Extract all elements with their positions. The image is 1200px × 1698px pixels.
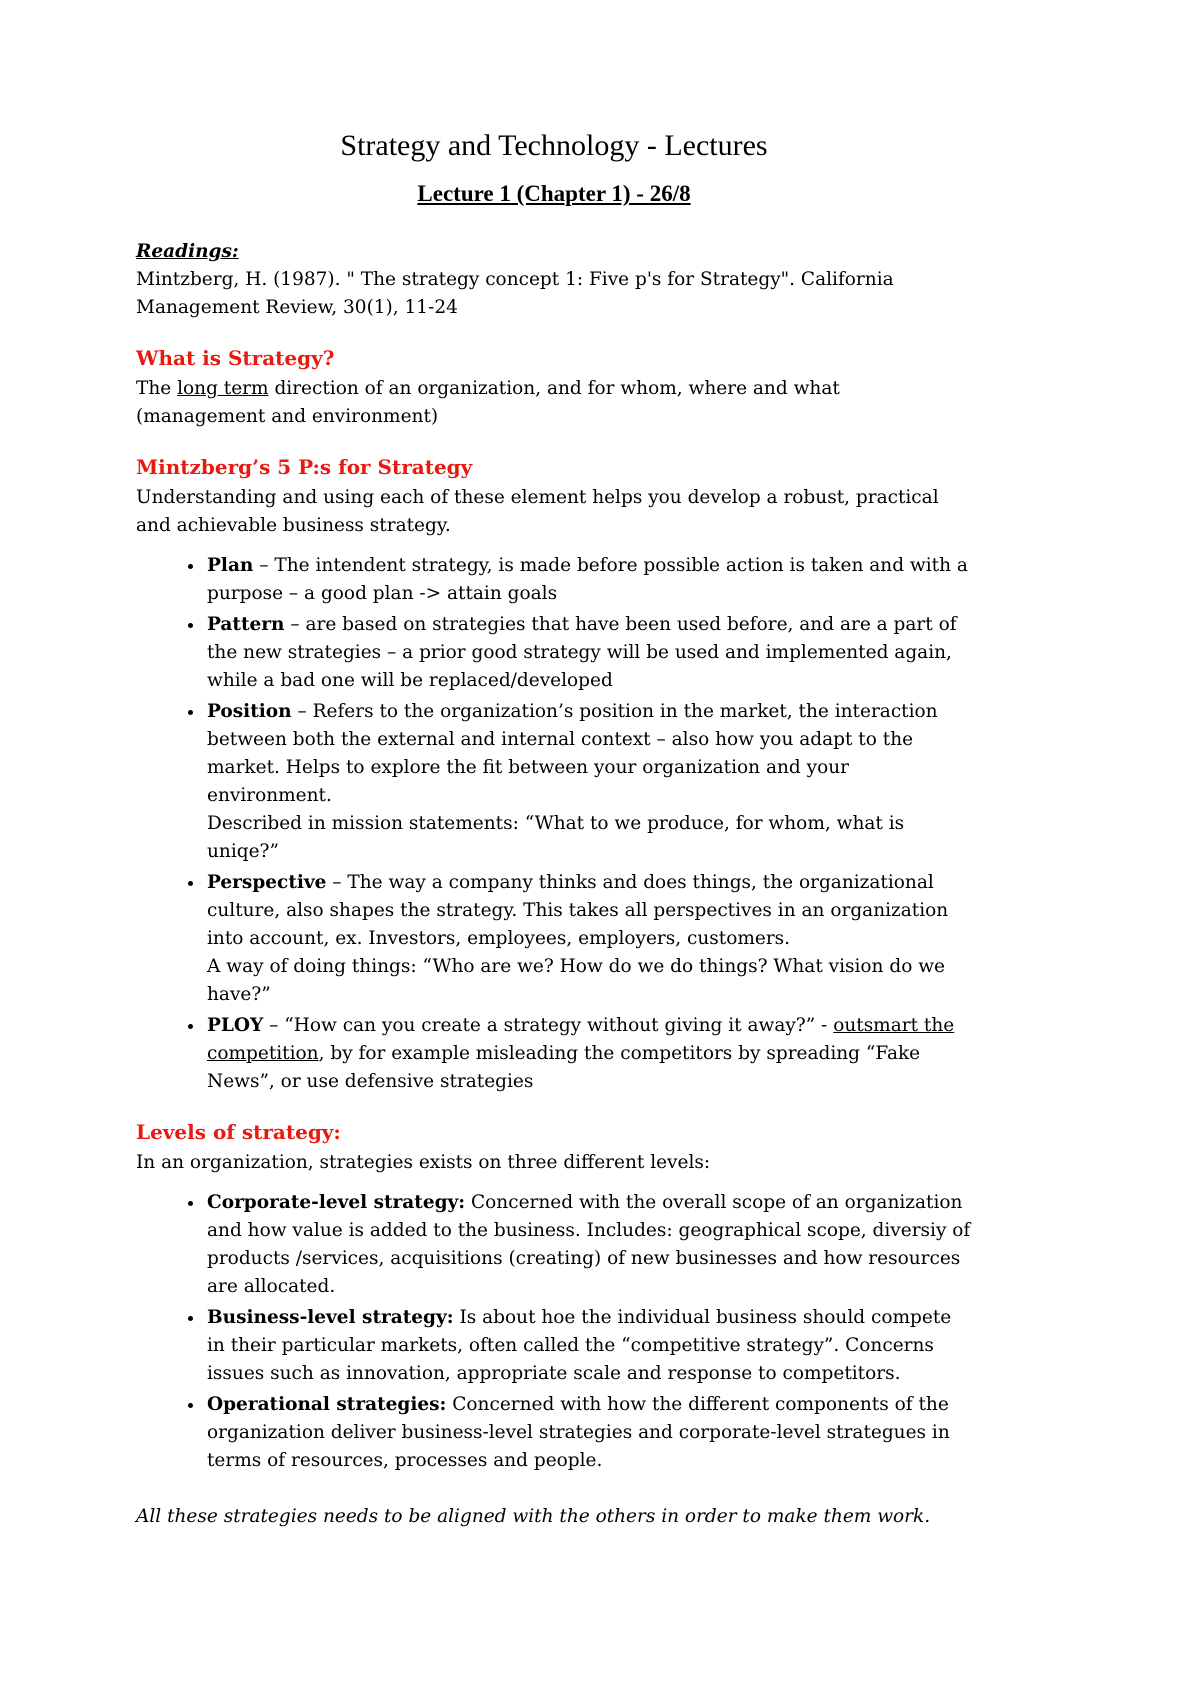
- lecture-subtitle: [136, 180, 972, 208]
- readings-citation: Mintzberg, H. (1987). " The strategy concept 1: Five p's for Strategy". California Management Review, 30(1), 11-24: [136, 268, 894, 318]
- bullet-plan-lead: Plan: [207, 554, 254, 576]
- bullet-position-lead: Position: [207, 700, 292, 722]
- bullet-position-text: – Refers to the organization’s position in the market, the interaction between both the external and internal context – also how you adapt to the market. Helps to explore the fit between your organization and your environment.: [207, 700, 938, 806]
- bullet-corporate-level: [205, 1189, 972, 1301]
- bullet-perspective-note: A way of doing things: “Who are we? How do we do things? What vision do we have?”: [207, 955, 945, 1005]
- five-ps-list: [136, 552, 972, 1096]
- bullet-operational-lead: Operational strategies:: [207, 1393, 447, 1415]
- bullet-business-level: [205, 1304, 972, 1388]
- what-is-strategy-post: direction of an organization, and for whom, where and what (management and environment): [136, 377, 840, 427]
- bullet-ploy-underlined: outsmart the competition: [207, 1014, 955, 1064]
- bullet-perspective-lead: Perspective: [207, 871, 327, 893]
- what-is-strategy-underlined: long term: [177, 377, 269, 399]
- bullet-ploy-tail: , by for example misleading the competitors by spreading “Fake News”, or use defensive strategies: [207, 1042, 921, 1092]
- bullet-perspective-text: – The way a company thinks and does things, the organizational culture, also shapes the strategy. This takes all perspectives in an organization into account, ex. Investors, employees, employers, customers.: [207, 871, 949, 949]
- bullet-plan-text: – The intendent strategy, is made before possible action is taken and with a purpose – a good plan -> attain goals: [207, 554, 968, 604]
- bullet-business-text: Is about hoe the individual business should compete in their particular markets, often called the “competitive strategy”. Concerns issues such as innovation, appropriate scale and response to competitors.: [207, 1306, 952, 1384]
- bullet-position-note: Described in mission statements: “What to we produce, for whom, what is uniqe?”: [207, 812, 905, 862]
- five-ps-intro: Understanding and using each of these element helps you develop a robust, practical and achievable business strategy.: [136, 486, 939, 536]
- lecture-subtitle-text: Lecture 1 (Chapter 1) - 26/8: [417, 181, 691, 206]
- closing-note: All these strategies needs to be aligned with the others in order to make them work.: [136, 1505, 931, 1527]
- levels-list: [136, 1189, 972, 1475]
- bullet-pattern-text: – are based on strategies that have been used before, and are a part of the new strategies – a prior good strategy will be used and implemented again, while a bad one will be replaced/developed: [207, 613, 957, 691]
- what-is-strategy-pre: The: [136, 377, 178, 399]
- bullet-pattern: [205, 611, 972, 695]
- bullet-perspective: [205, 869, 972, 1009]
- five-ps-section: [136, 453, 972, 1096]
- what-is-strategy-paragraph: [136, 375, 972, 431]
- what-is-strategy-heading: What is Strategy?: [136, 345, 335, 370]
- bullet-operational-text: Concerned with how the different components of the organization deliver business-level strategies and corporate-level strategues in terms of resources, processes and people.: [207, 1393, 950, 1471]
- bullet-pattern-lead: Pattern: [207, 613, 285, 635]
- what-is-strategy-section: [136, 344, 972, 431]
- bullet-business-lead: Business-level strategy:: [207, 1306, 454, 1328]
- readings-heading: [136, 238, 972, 266]
- bullet-operational: [205, 1391, 972, 1475]
- bullet-ploy-lead: PLOY: [207, 1014, 264, 1036]
- bullet-plan: [205, 552, 972, 608]
- bullet-corporate-lead: Corporate-level strategy:: [207, 1191, 466, 1213]
- levels-section: [136, 1118, 972, 1475]
- bullet-ploy: [205, 1012, 972, 1096]
- levels-heading: Levels of strategy:: [136, 1119, 341, 1144]
- five-ps-heading: Mintzberg’s 5 P:s for Strategy: [136, 454, 473, 479]
- bullet-position: [205, 698, 972, 866]
- readings-section: [136, 238, 972, 322]
- bullet-ploy-text: – “How can you create a strategy without giving it away?” -: [263, 1014, 834, 1036]
- readings-heading-text: Readings:: [136, 240, 239, 262]
- levels-intro: In an organization, strategies exists on three different levels:: [136, 1151, 711, 1173]
- bullet-corporate-text: Concerned with the overall scope of an organization and how value is added to the business. Includes: geographical scope, diversiy of products /services, acquisitions (creating) of new businesses and how resources are allocated.: [207, 1191, 971, 1297]
- document-title: Strategy and Technology - Lectures: [340, 129, 768, 162]
